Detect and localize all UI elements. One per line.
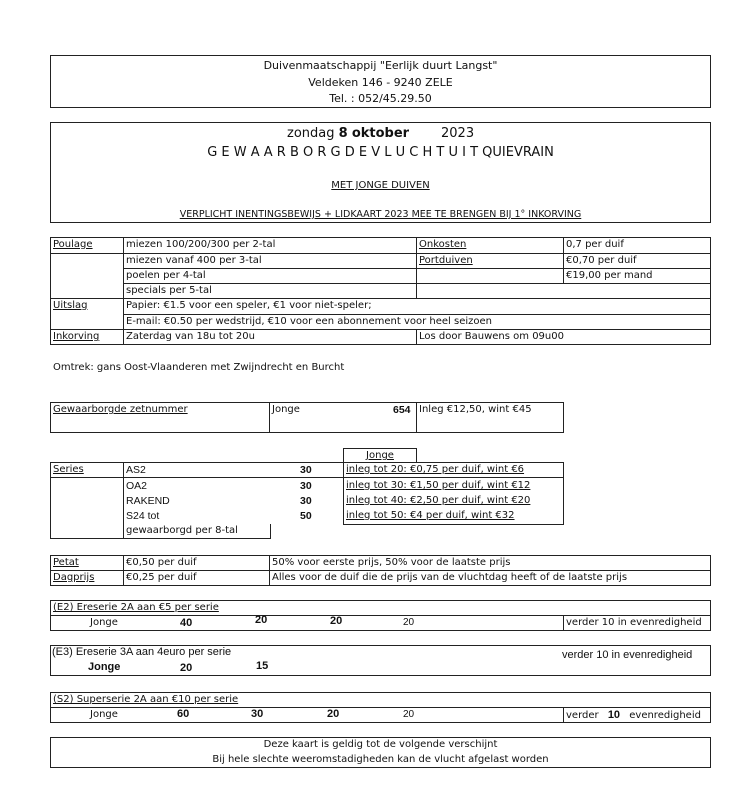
dagprijs-info: Alles voor de duif die de prijs van de vluchtdag heeft of de laatste prijs <box>272 572 628 583</box>
e2-prize-3: 20 <box>330 615 343 627</box>
onkosten-value: 0,7 per duif <box>566 239 624 250</box>
dagprijs-label: Dagprijs <box>53 572 95 583</box>
uitslag-label: Uitslag <box>53 300 88 311</box>
s2-note <box>566 709 701 721</box>
event-month: oktober <box>351 126 410 141</box>
e2-title: (E2) Ereserie 2A aan €5 per serie <box>53 602 219 613</box>
event-title: G E W A A R B O R G D E V L U C H T U I T QUIEVRAIN <box>207 145 554 160</box>
footer-box <box>50 737 711 768</box>
s2-title: (S2) Superserie 2A aan €10 per serie <box>53 694 239 705</box>
poulage-label: Poulage <box>53 239 93 250</box>
series-row-info: inleg tot 30: €1,50 per duif, wint €12 <box>346 480 531 491</box>
zetnummer-inleg: Inleg €12,50, wint €45 <box>419 404 532 415</box>
footer-line-1: Deze kaart is geldig tot de volgende verschijnt <box>263 739 498 750</box>
uitslag-email: E-mail: €0.50 per wedstrijd, €10 voor een abonnement voor heel seizoen <box>126 316 493 327</box>
s2-prize-4: 20 <box>403 709 415 720</box>
event-date <box>287 126 409 141</box>
s2-prize-1: 60 <box>177 708 190 720</box>
s2-note-suffix: evenredigheid <box>629 710 701 721</box>
zetnummer-category: Jonge <box>272 404 300 415</box>
e2-category: Jonge <box>90 617 118 628</box>
s2-category: Jonge <box>90 709 118 720</box>
inkorving-value: Zaterdag van 18u tot 20u <box>126 331 255 342</box>
poulage-line-3: poelen per 4-tal <box>126 270 206 281</box>
series-row-name: OA2 <box>126 480 148 492</box>
e3-note: verder 10 in evenredigheid <box>562 649 693 661</box>
series-footer: gewaarborgd per 8-tal <box>126 525 238 536</box>
dagprijs-value: €0,25 per duif <box>126 572 197 583</box>
zetnummer-number: 654 <box>393 404 411 416</box>
club-name: Duivenmaatschappij "Eerlijk duurt Langst" <box>263 59 498 72</box>
series-header: Jonge <box>366 450 394 461</box>
event-subtitle-vaccination: VERPLICHT INENTINGSBEWIJS + LIDKAART 2023 MEE TE BRENGEN BIJ 1° INKORVING <box>179 209 582 220</box>
series-row-info: inleg tot 40: €2,50 per duif, wint €20 <box>346 495 531 506</box>
e3-title: (E3) Ereserie 3A aan 4euro per serie <box>52 646 232 658</box>
zetnummer-label: Gewaarborgde zetnummer <box>53 404 188 415</box>
event-year: 2023 <box>441 126 475 141</box>
s2-note-number: 10 <box>607 709 621 721</box>
s2-note-prefix: verder <box>566 710 599 721</box>
petat-value: €0,50 per duif <box>126 557 197 568</box>
petat-info: 50% voor eerste prijs, 50% voor de laatste prijs <box>272 557 511 568</box>
event-box <box>50 122 711 223</box>
e2-prize-2: 20 <box>255 614 268 626</box>
series-row-count: 30 <box>300 480 312 492</box>
inkorving-label: Inkorving <box>53 331 100 342</box>
e2-note: verder 10 in evenredigheid <box>566 617 702 628</box>
series-row-name: S24 tot <box>126 510 160 522</box>
portduiven-label: Portduiven <box>419 255 473 266</box>
e3-prize-2: 15 <box>256 660 269 672</box>
uitslag-paper: Papier: €1.5 voor een speler, €1 voor niet-speler; <box>126 300 372 311</box>
s2-prize-2: 30 <box>251 708 264 720</box>
series-row-info: inleg tot 20: €0,75 per duif, wint €6 <box>346 464 525 475</box>
series-row-name: AS2 <box>126 464 146 476</box>
event-day: 8 <box>338 126 348 141</box>
e3-category: Jonge <box>88 661 121 673</box>
e2-prize-4: 20 <box>403 617 415 628</box>
series-row-count: 30 <box>300 464 312 476</box>
series-row-name: RAKEND <box>126 495 170 507</box>
omtrek-text: Omtrek: gans Oost-Vlaanderen met Zwijndrecht en Burcht <box>53 362 345 373</box>
club-header <box>50 55 711 108</box>
event-subtitle-young: MET JONGE DUIVEN <box>331 180 430 191</box>
petat-label: Petat <box>53 557 79 568</box>
e2-prize-1: 40 <box>180 617 193 629</box>
series-row-count: 30 <box>300 495 312 507</box>
club-address: Veldeken 146 - 9240 ZELE <box>308 76 453 89</box>
onkosten-label: Onkosten <box>419 239 467 250</box>
event-date-prefix: zondag <box>287 126 335 141</box>
los-value: Los door Bauwens om 09u00 <box>419 331 564 342</box>
series-row-info: inleg tot 50: €4 per duif, wint €32 <box>346 510 515 521</box>
poulage-line-2: miezen vanaf 400 per 3-tal <box>126 255 262 266</box>
s2-prize-3: 20 <box>327 708 340 720</box>
series-label: Series <box>53 464 84 475</box>
footer-line-2: Bij hele slechte weeromstadigheden kan de vlucht afgelast worden <box>212 754 549 765</box>
portduiven-value-mand: €19,00 per mand <box>566 270 653 281</box>
club-phone: Tel. : 052/45.29.50 <box>329 92 432 105</box>
series-row-count: 50 <box>300 510 312 522</box>
poulage-line-1: miezen 100/200/300 per 2-tal <box>126 239 276 250</box>
poulage-line-4: specials per 5-tal <box>126 285 212 296</box>
portduiven-value: €0,70 per duif <box>566 255 637 266</box>
e3-prize-1: 20 <box>180 662 193 674</box>
